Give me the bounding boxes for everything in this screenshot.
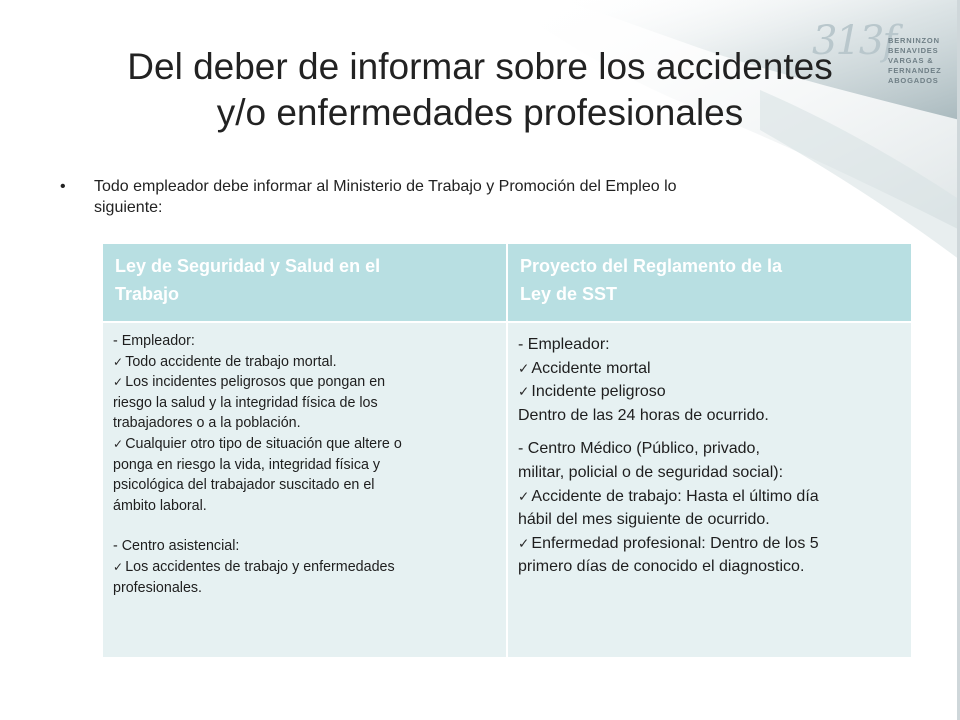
comparison-table <box>103 244 911 657</box>
check-icon: ✓ <box>113 559 124 574</box>
logo-mark: 313f <box>812 18 896 64</box>
cell-line <box>113 352 498 373</box>
header-proyecto-reglamento <box>508 244 911 321</box>
cell-line <box>518 357 903 381</box>
logo-line: BENAVIDES <box>888 46 939 55</box>
check-icon: ✓ <box>113 436 124 451</box>
header-line: Trabajo <box>115 284 180 304</box>
cell-line: Dentro de las 24 horas de ocurrido. <box>518 406 769 424</box>
spacer <box>518 427 903 437</box>
cell-line: - Centro asistencial: <box>113 538 240 555</box>
cell-line: psicológica del trabajador suscitado en el <box>113 477 375 494</box>
cell-text: Enfermedad profesional: Dentro de los 5 <box>531 534 819 552</box>
bullet-dot: • <box>60 178 66 195</box>
cell-text: Incidente peligroso <box>531 383 666 401</box>
cell-text: Accidente mortal <box>531 359 651 377</box>
cell-line: trabajadores o a la población. <box>113 415 301 432</box>
title-line-2: y/o enfermedades profesionales <box>216 92 744 133</box>
cell-line: ámbito laboral. <box>113 497 207 514</box>
cell-ley-sst <box>103 323 506 657</box>
cell-text: Los accidentes de trabajo y enfermedades <box>125 558 395 575</box>
cell-text: Los incidentes peligrosos que pongan en <box>125 374 386 391</box>
intro-text <box>94 176 894 218</box>
cell-text: Todo accidente de trabajo mortal. <box>125 353 337 370</box>
logo-line: BERNINZON <box>888 36 940 45</box>
header-ley-sst <box>103 244 506 321</box>
cell-proyecto-reglamento <box>508 323 911 657</box>
logo-line: FERNANDEZ <box>888 66 942 75</box>
intro-line-2: siguiente: <box>94 199 163 216</box>
cell-line: primero días de conocido el diagnostico. <box>518 558 805 576</box>
slide-title <box>40 44 920 136</box>
check-icon: ✓ <box>518 360 530 376</box>
intro-line-1: Todo empleador debe informar al Ministerio de Trabajo y Promoción del Empleo lo <box>94 178 677 195</box>
cell-text: Accidente de trabajo: Hasta el último día <box>531 487 819 505</box>
cell-line <box>518 380 903 404</box>
cell-line: riesgo la salud y la integridad física de los <box>113 394 378 411</box>
cell-line: - Centro Médico (Público, privado, <box>518 440 760 458</box>
title-line-1: Del deber de informar sobre los accidentes <box>127 46 833 87</box>
cell-text: Cualquier otro tipo de situación que altere o <box>125 435 402 452</box>
check-icon: ✓ <box>518 488 530 504</box>
cell-line <box>113 372 498 393</box>
cell-line <box>113 557 498 578</box>
cell-line: - Empleador: <box>518 336 610 353</box>
cell-line <box>113 434 498 455</box>
header-line: Ley de Seguridad y Salud en el <box>115 256 381 276</box>
cell-line <box>518 532 903 556</box>
spacer <box>113 516 498 536</box>
cell-line: militar, policial o de seguridad social): <box>518 463 784 481</box>
check-icon: ✓ <box>518 384 530 400</box>
check-icon: ✓ <box>113 354 124 369</box>
cell-line: ponga en riesgo la vida, integridad física y <box>113 456 381 473</box>
logo-line: ABOGADOS <box>888 76 939 85</box>
check-icon: ✓ <box>113 375 124 390</box>
cell-line: hábil del mes siguiente de ocurrido. <box>518 511 770 529</box>
header-line: Proyecto del Reglamento de la <box>520 256 783 276</box>
cell-line: profesionales. <box>113 579 203 596</box>
logo-line: VARGAS & <box>888 56 934 65</box>
header-line: Ley de SST <box>520 284 618 304</box>
cell-line: - Empleador: <box>113 333 195 349</box>
check-icon: ✓ <box>518 535 530 551</box>
cell-line <box>518 485 903 509</box>
